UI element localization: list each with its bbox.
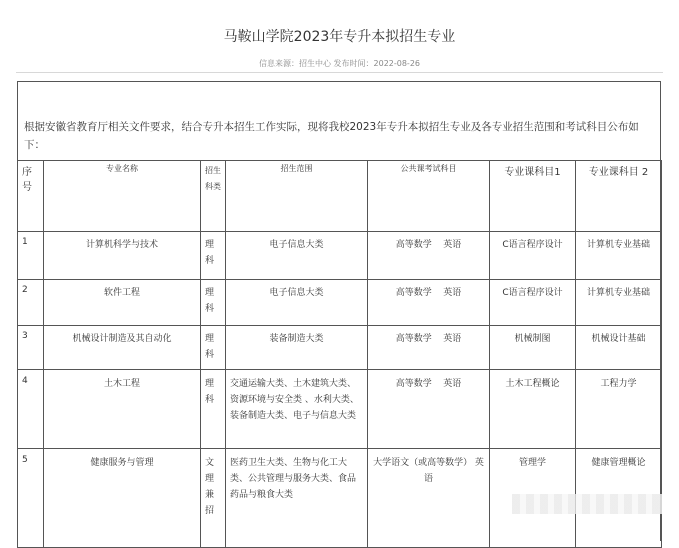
row-category: 理科 (201, 370, 226, 449)
row-subject2: 机械设计基础 (576, 326, 662, 370)
row-category: 文理兼招 (201, 449, 226, 548)
header-major: 专业名称 (44, 161, 201, 232)
row-major: 机械设计制造及其自动化 (44, 326, 201, 370)
row-scope: 电子信息大类 (226, 280, 368, 326)
row-subject2: 工程力学 (576, 370, 662, 449)
row-index: 3 (18, 326, 44, 370)
row-public: 高等数学 英语 (368, 232, 490, 280)
header-scope: 招生范围 (226, 161, 368, 232)
row-subject1: C语言程序设计 (490, 232, 576, 280)
row-category: 理科 (201, 232, 226, 280)
row-subject2: 健康管理概论 (576, 449, 662, 548)
title-divider (16, 72, 663, 73)
row-index: 1 (18, 232, 44, 280)
header-subject1: 专业课科目1 (490, 161, 576, 232)
header-index: 序号 (18, 161, 44, 232)
row-subject1: 管理学 (490, 449, 576, 548)
row-subject1: C语言程序设计 (490, 280, 576, 326)
row-scope: 交通运输大类、土木建筑大类、资源环境与安全类 、水利大类、装备制造大类、电子与信息大类 (226, 370, 368, 449)
row-scope: 电子信息大类 (226, 232, 368, 280)
row-subject1: 土木工程概论 (490, 370, 576, 449)
row-major: 计算机科学与技术 (44, 232, 201, 280)
header-public: 公共课考试科目 (368, 161, 490, 232)
row-category: 理科 (201, 280, 226, 326)
row-major: 软件工程 (44, 280, 201, 326)
header-subject2: 专业课科目 2 (576, 161, 662, 232)
row-subject2: 计算机专业基础 (576, 280, 662, 326)
row-index: 2 (18, 280, 44, 326)
table-row (18, 280, 662, 326)
article-meta: 信息来源：招生中心 发布时间：2022-08-26 (258, 59, 421, 68)
row-index: 4 (18, 370, 44, 449)
row-subject1: 机械制图 (490, 326, 576, 370)
row-index: 5 (18, 449, 44, 548)
article-title: 马鞍山学院2023年专升本拟招生专业 (223, 29, 456, 45)
table-row (18, 326, 662, 370)
row-category: 理科 (201, 326, 226, 370)
table-row (18, 370, 662, 449)
blurred-watermark (512, 494, 662, 514)
majors-table (17, 160, 662, 548)
row-public: 高等数学 英语 (368, 370, 490, 449)
row-scope: 装备制造大类 (226, 326, 368, 370)
row-major: 健康服务与管理 (44, 449, 201, 548)
row-major: 土木工程 (44, 370, 201, 449)
row-scope: 医药卫生大类、生物与化工大类、公共管理与服务大类、食品药品与粮食大类 (226, 449, 368, 548)
row-public: 高等数学 英语 (368, 326, 490, 370)
table-header-row (18, 161, 662, 232)
intro-paragraph: 根据安徽省教育厅相关文件要求，结合专升本招生工作实际，现将我校2023年专升本拟招生专业及各专业招生范围和考试科目公布如下： (24, 121, 639, 151)
row-subject2: 计算机专业基础 (576, 232, 662, 280)
header-category: 招生科类 (201, 161, 226, 232)
row-public: 高等数学 英语 (368, 280, 490, 326)
row-public: 大学语文（或高等数学） 英语 (368, 449, 490, 548)
table-row (18, 232, 662, 280)
